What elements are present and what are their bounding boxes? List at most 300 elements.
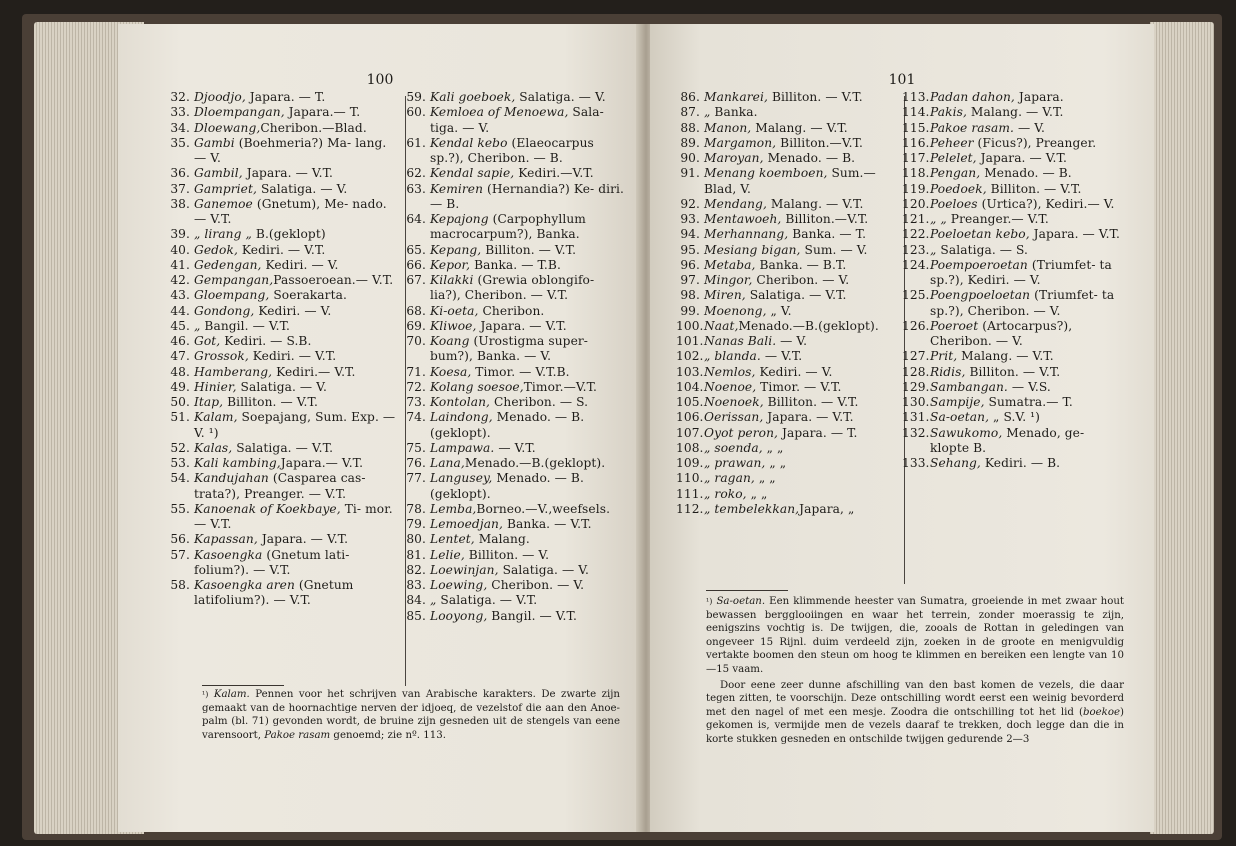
footnote-rule xyxy=(706,590,788,591)
entry-details: Kediri. — B. xyxy=(980,456,1061,470)
entry-number: 70. xyxy=(406,334,426,348)
entry-number: 95. xyxy=(680,242,700,257)
entry-name: Kali goeboek, xyxy=(430,90,516,104)
list-item xyxy=(166,304,398,319)
entry-number: 58. xyxy=(170,578,190,592)
entry-name: Kemloea of Menoewa, xyxy=(430,105,569,120)
entry-name: Koang xyxy=(430,334,470,348)
list-item xyxy=(902,197,1124,212)
entry-name: Kanoenak of Koekbaye, xyxy=(194,501,341,516)
entry-details: Salatiga. — V. xyxy=(498,562,589,577)
entry-details: Salatiga. — V.T. xyxy=(436,593,538,608)
entry-name: Padan dahon, xyxy=(930,90,1015,104)
left-page-column-2 xyxy=(402,90,626,624)
list-item xyxy=(402,578,626,593)
entry-details: Banka. — B.T. xyxy=(755,257,847,272)
entry-number: 36. xyxy=(170,166,190,181)
entry-name: Kliwoe, xyxy=(430,318,477,333)
entry-name: Peheer xyxy=(930,135,974,150)
entry-details: Sala- tiga. — V. xyxy=(430,105,604,135)
entry-name: Lentet, xyxy=(430,532,475,547)
entry-number: 54. xyxy=(170,471,190,486)
list-item xyxy=(166,288,398,303)
list-item xyxy=(902,166,1124,181)
entry-details: Malang. xyxy=(474,532,530,547)
entry-number: 75. xyxy=(406,440,426,455)
list-item xyxy=(402,304,626,319)
list-item xyxy=(676,410,900,425)
list-item xyxy=(402,365,626,380)
list-item xyxy=(902,243,1124,258)
entry-number: 118. xyxy=(902,166,930,181)
right-page-column-2 xyxy=(902,90,1124,471)
entry-number: 94. xyxy=(680,227,700,242)
entry-name: Kendal sapie, xyxy=(430,166,515,181)
entry-name: Lana, xyxy=(430,456,465,470)
entry-number: 38. xyxy=(170,196,190,211)
entry-name: Laindong, xyxy=(430,410,493,425)
entry-details: Billiton.—V.T. xyxy=(781,212,869,226)
entry-details: (Hernandia?) Ke- diri. — B. xyxy=(430,181,625,211)
entry-name: Miren, xyxy=(704,288,746,303)
footnote-text: Een klimmende heester van Sumatra, groeiende in met zwaar hout bewassen bergglooiingen en waar het terrein, zonder moerassig te zijn, eenigszins vochtig is. De twijgen, die, zooals de Rottan in geledingen van ongeveer 15 Rijnl. duim verdeeld zijn, zoeken in de groote en menigvuldig vertakte boomen den steun om hoog te klimmen en bereiken een lengte van 10—15 vaam. xyxy=(706,596,1124,675)
entry-details: (Grewia oblongifo- lia?), Cheribon. — V.T. xyxy=(430,273,595,303)
entry-number: 131. xyxy=(902,410,930,425)
entry-number: 32. xyxy=(170,90,190,104)
entry-name: Kapassan, xyxy=(194,532,258,547)
entry-name: Kemiren xyxy=(430,181,484,196)
entry-details: — V.T. xyxy=(494,440,536,455)
entry-number: 56. xyxy=(170,532,190,547)
list-item xyxy=(166,136,398,167)
entry-name: Kandujahan xyxy=(194,471,269,486)
list-item xyxy=(402,441,626,456)
entry-name: „ blanda. xyxy=(704,349,761,364)
entry-number: 40. xyxy=(170,242,190,257)
entry-details: (Urtica?), Kediri.— V. xyxy=(977,196,1115,211)
entry-number: 130. xyxy=(902,395,930,409)
entry-number: 44. xyxy=(170,303,190,318)
entry-number: 113. xyxy=(902,90,930,104)
entry-details: Billiton. — V.T. xyxy=(986,181,1082,196)
footnote-text: Pennen voor het schrijven van Arabische karakters. De zwarte zijn gemaakt van de hoornachtige nerven der idjoeq, de vezelstof die aan den Anoe-palm (bl. 71) gevonden wordt, de bruine zijn gesneden uit de stengels van eene varensoort, xyxy=(202,689,620,741)
list-item xyxy=(676,365,900,380)
entry-details: Salatiga. — V.T. xyxy=(745,288,847,303)
entry-number: 90. xyxy=(680,151,700,165)
entry-details: Billiton. — V.T. xyxy=(223,395,318,409)
entry-name: Manon, xyxy=(704,120,752,135)
entry-number: 127. xyxy=(902,349,930,364)
entry-details: Kediri.— V.T. xyxy=(272,364,356,379)
list-item xyxy=(902,426,1124,457)
entry-number: 81. xyxy=(406,547,426,562)
entry-name: Kilakki xyxy=(430,273,474,287)
list-item xyxy=(902,349,1124,364)
entry-number: 89. xyxy=(680,135,700,150)
entry-details: Billiton. — V.T. xyxy=(965,364,1061,379)
entry-details: Bangil. — V.T. xyxy=(200,318,291,333)
list-item xyxy=(402,334,626,365)
list-item xyxy=(402,548,626,563)
entry-name: Sa-oetan, xyxy=(930,410,990,425)
entry-number: 80. xyxy=(406,532,426,547)
list-item xyxy=(166,365,398,380)
list-item xyxy=(902,380,1124,395)
list-item xyxy=(676,349,900,364)
entry-details: Kediri. — V.T. xyxy=(237,242,326,257)
list-item xyxy=(902,410,1124,425)
list-item xyxy=(166,532,398,547)
list-item xyxy=(166,90,398,105)
entry-details: (Gnetum latifolium?). — V.T. xyxy=(194,578,354,608)
entry-name: Mentawoeh, xyxy=(704,212,782,226)
entry-details: (Urostigma super- bum?), Banka. — V. xyxy=(430,334,589,364)
list-item xyxy=(402,90,626,105)
entry-details: Billiton. — V.T. xyxy=(481,242,577,257)
entry-details: Sumatra.— T. xyxy=(984,395,1073,409)
entry-details: „ „ xyxy=(765,456,787,470)
entry-number: 126. xyxy=(902,318,930,333)
list-item xyxy=(402,273,626,304)
entry-name: Ridis, xyxy=(930,364,966,379)
list-item xyxy=(402,563,626,578)
entry-number: 103. xyxy=(676,364,704,379)
list-item xyxy=(902,227,1124,242)
entry-name: „ tembelekkan, xyxy=(704,501,800,516)
entry-number: 50. xyxy=(170,395,190,409)
entry-name: Koesa, xyxy=(430,364,472,379)
entry-details: „ V. xyxy=(766,303,792,318)
footnote-term: Sa-oetan. xyxy=(716,596,766,607)
entry-name: Gampriet, xyxy=(194,181,257,196)
list-item xyxy=(676,121,900,136)
entry-details: Japara. — V.T. xyxy=(976,151,1067,165)
entry-number: 59. xyxy=(406,90,426,104)
entry-number: 92. xyxy=(680,196,700,211)
list-item xyxy=(166,166,398,181)
entry-name: Poedoek, xyxy=(930,181,987,196)
entry-number: 67. xyxy=(406,273,426,287)
entry-details: Banka. — T.B. xyxy=(470,257,561,272)
footnote-right xyxy=(706,595,1124,747)
entry-name: Sambangan. xyxy=(930,379,1008,394)
entry-number: 61. xyxy=(406,135,426,150)
entry-number: 93. xyxy=(680,212,700,226)
entry-details: Bangil. — V.T. xyxy=(487,608,577,623)
entry-name: Kolang soesoe, xyxy=(430,379,524,394)
entry-details: Passoeroean.— V.T. xyxy=(273,273,394,287)
entry-number: 132. xyxy=(902,425,930,440)
entry-details: „ „ xyxy=(754,471,776,486)
entry-name: Dloempangan, xyxy=(194,105,285,120)
list-item xyxy=(902,365,1124,380)
entry-name: Nanas Bali. xyxy=(704,334,777,348)
entry-details: (Triumfet- ta sp.?), Kediri. — V. xyxy=(930,257,1112,287)
entry-details: Kediri. — V. xyxy=(261,257,339,272)
entry-name: Ganemoe xyxy=(194,196,253,211)
entry-name: Poengpoeloetan xyxy=(930,288,1031,303)
list-item xyxy=(166,243,398,258)
entry-details: (Boehmeria?) Ma- lang. — V. xyxy=(194,135,387,165)
list-item xyxy=(902,182,1124,197)
left-page xyxy=(118,24,642,832)
entry-name: Kasoengka xyxy=(194,547,263,562)
list-item xyxy=(402,136,626,167)
entry-name: Lemba, xyxy=(430,501,477,516)
entry-name: Sawukomo, xyxy=(930,425,1003,440)
entry-details: Menado. — B. xyxy=(763,151,856,165)
entry-details: (Triumfet- ta sp.?), Cheribon. — V. xyxy=(930,288,1115,318)
list-item xyxy=(402,105,626,136)
list-item xyxy=(676,456,900,471)
list-item xyxy=(402,166,626,181)
entry-details: Cheribon. xyxy=(478,303,545,318)
entry-number: 39. xyxy=(170,227,190,242)
entry-name: „ lirang „ xyxy=(194,227,252,242)
entry-name: Hamberang, xyxy=(194,364,273,379)
entry-details: „ „ xyxy=(746,486,768,501)
entry-number: 119. xyxy=(902,181,930,196)
entry-name: Looyong, xyxy=(430,608,488,623)
entry-name: „ xyxy=(194,318,201,333)
entry-name: Poeloetan kebo, xyxy=(930,227,1030,242)
entry-details: Cheribon.—Blad. xyxy=(260,120,367,135)
entry-number: 85. xyxy=(406,608,426,623)
entry-name: Oyot peron, xyxy=(704,425,778,440)
entry-name: Kali kambing, xyxy=(194,456,281,470)
entry-details: Banka. — V.T. xyxy=(502,517,592,531)
entry-number: 108. xyxy=(676,440,704,455)
entry-number: 124. xyxy=(902,257,930,272)
entry-details: Menado, ge- klopte B. xyxy=(930,425,1085,455)
entry-name: Pakis, xyxy=(930,105,967,120)
entry-details: Timor. — V.T. xyxy=(756,379,842,394)
list-item xyxy=(902,319,1124,350)
list-item xyxy=(166,334,398,349)
entry-details: Sum.— Blad, V. xyxy=(704,166,876,196)
entry-name: Nemlos, xyxy=(704,364,756,379)
footnote-mark: ¹) xyxy=(202,690,209,699)
list-item xyxy=(902,258,1124,289)
entry-number: 128. xyxy=(902,364,930,379)
entry-details: „ „ xyxy=(762,440,784,455)
entry-details: Borneo.—V.,weefsels. xyxy=(476,501,611,516)
entry-details: Kediri.—V.T. xyxy=(514,166,594,181)
entry-number: 104. xyxy=(676,379,704,394)
entry-name: „ ragan, xyxy=(704,471,755,486)
entry-number: 101. xyxy=(676,334,704,348)
entry-number: 83. xyxy=(406,578,426,592)
entry-number: 41. xyxy=(170,257,190,272)
footnote-left xyxy=(202,688,620,742)
entry-number: 77. xyxy=(406,471,426,486)
list-item xyxy=(166,380,398,395)
list-item xyxy=(402,243,626,258)
entry-name: Mankarei, xyxy=(704,90,768,104)
list-item xyxy=(676,258,900,273)
entry-number: 65. xyxy=(406,242,426,257)
entry-name: Hinier, xyxy=(194,379,237,394)
entry-name: „ roko, xyxy=(704,486,747,501)
list-item xyxy=(676,166,900,197)
entry-name: Itap, xyxy=(194,395,224,409)
entry-name: Gambi xyxy=(194,135,235,150)
entry-number: 98. xyxy=(680,288,700,303)
entry-details: Soerakarta. xyxy=(269,288,347,303)
entry-name: Sampije, xyxy=(930,395,985,409)
entry-number: 35. xyxy=(170,135,190,150)
entry-name: Gempangan, xyxy=(194,273,274,287)
entry-details: Billiton. — V.T. xyxy=(763,395,859,409)
entry-details: Menado.—B.(geklopt). xyxy=(464,456,606,470)
list-item xyxy=(402,212,626,243)
list-item xyxy=(676,319,900,334)
entry-details: Kediri. — V. xyxy=(254,303,332,318)
list-item xyxy=(166,395,398,410)
entry-details: Salatiga. — S. xyxy=(936,242,1029,257)
entry-number: 102. xyxy=(676,349,704,364)
list-item xyxy=(402,532,626,547)
list-item xyxy=(676,426,900,441)
entry-details: Kediri. — V.T. xyxy=(248,349,337,364)
entry-name: Ki-oeta, xyxy=(430,303,479,318)
entry-name: Prit, xyxy=(930,349,958,364)
entry-number: 97. xyxy=(680,273,700,287)
entry-details: Menado. — B. (geklopt). xyxy=(430,410,585,440)
entry-number: 91. xyxy=(680,166,700,181)
entry-name: „ xyxy=(930,242,937,257)
entry-name: Merhannang, xyxy=(704,227,789,242)
entry-number: 122. xyxy=(902,227,930,242)
list-item xyxy=(902,121,1124,136)
entry-number: 116. xyxy=(902,135,930,150)
entry-number: 42. xyxy=(170,273,190,287)
entry-name: Kendal kebo xyxy=(430,135,508,150)
entry-details: — V. xyxy=(776,334,808,348)
entry-number: 96. xyxy=(680,257,700,272)
entry-name: Loewinjan, xyxy=(430,562,499,577)
entry-details: (Gnetum lati- folium?). — V.T. xyxy=(194,547,350,577)
entry-details: Timor. — V.T.B. xyxy=(471,364,570,379)
entry-details: — V.T. xyxy=(760,349,803,364)
entry-details: Malang. — V.T. xyxy=(957,349,1054,364)
footnote-para2-b: ) gekomen is, vermijde men de vezels daaraf te trekken, doch legge dan die in korte stukken gesneden en ontschilde twijgen gedurende 2—3 xyxy=(706,706,1124,745)
entry-details: Japara. — V.T. xyxy=(1029,227,1120,242)
entry-name: „ „ xyxy=(930,212,947,226)
list-item xyxy=(402,593,626,608)
entry-number: 74. xyxy=(406,410,426,425)
list-item xyxy=(676,243,900,258)
entry-name: Dloewang, xyxy=(194,120,261,135)
list-item xyxy=(166,349,398,364)
entry-number: 111. xyxy=(676,486,704,501)
entry-details: — V. xyxy=(1013,120,1045,135)
list-item xyxy=(676,487,900,502)
entry-number: 120. xyxy=(902,196,930,211)
entry-number: 43. xyxy=(170,288,190,303)
footnote-para2-a: Door eene zeer dunne afschilling van den bast komen de vezels, die daar tegen zitten, te voorschijn. Deze ontschilling wordt eerst een weinig bevorderd met den nagel of met een mesje. Zoodra die ontschilling tot het lid ( xyxy=(706,679,1124,718)
entry-name: Mesiang bigan, xyxy=(704,242,801,257)
list-item xyxy=(676,441,900,456)
entry-details: Menado. — B. xyxy=(980,166,1072,181)
entry-name: „ xyxy=(430,593,437,608)
list-item xyxy=(166,105,398,120)
entry-details: Salatiga. — V.T. xyxy=(232,440,334,455)
list-item xyxy=(676,471,900,486)
list-item xyxy=(166,410,398,441)
list-item xyxy=(166,578,398,609)
list-item xyxy=(676,197,900,212)
entry-name: Kalas, xyxy=(194,440,233,455)
entry-details: „ S.V. ¹) xyxy=(989,410,1040,425)
entry-number: 78. xyxy=(406,501,426,516)
entry-details: Japara.— T. xyxy=(284,105,361,120)
entry-number: 53. xyxy=(170,456,190,470)
entry-name: Gloempang, xyxy=(194,288,270,303)
entry-name: Kasoengka aren xyxy=(194,578,295,592)
entry-name: Kepajong xyxy=(430,212,489,226)
list-item xyxy=(676,212,900,227)
entry-details: Timor.—V.T. xyxy=(523,379,598,394)
list-item xyxy=(676,304,900,319)
list-item xyxy=(902,105,1124,120)
entry-name: Maroyan, xyxy=(704,151,764,165)
entry-name: Poeloes xyxy=(930,196,978,211)
list-item xyxy=(166,456,398,471)
entry-number: 121. xyxy=(902,212,930,226)
footnote-text-2: genoemd; zie nº. 113. xyxy=(330,729,446,741)
entry-number: 62. xyxy=(406,166,426,181)
right-page xyxy=(650,24,1154,832)
list-item xyxy=(166,441,398,456)
entry-details: Japara.— V.T. xyxy=(280,456,364,470)
entry-details: Billiton.—V.T. xyxy=(776,135,863,150)
entry-number: 107. xyxy=(676,425,704,440)
entry-number: 73. xyxy=(406,395,426,409)
entry-name: Pelelet, xyxy=(930,151,977,165)
entry-details: (Gnetum), Me- nado. — V.T. xyxy=(194,196,387,226)
entry-details: Japara. — V.T. xyxy=(476,318,567,333)
entry-number: 106. xyxy=(676,410,704,425)
list-item xyxy=(402,380,626,395)
list-item xyxy=(902,456,1124,471)
entry-details: Billiton. — V.T. xyxy=(767,90,863,104)
list-item xyxy=(166,121,398,136)
entry-number: 46. xyxy=(170,334,190,348)
entry-name: Gedengan, xyxy=(194,257,262,272)
entry-details: Japara. — V.T. xyxy=(242,166,333,181)
entry-details: Soepajang, Sum. Exp. — V. ¹) xyxy=(194,410,396,440)
entry-name: Kepang, xyxy=(430,242,482,257)
entry-number: 68. xyxy=(406,303,426,318)
entry-number: 87. xyxy=(680,105,700,120)
entry-number: 99. xyxy=(680,303,700,318)
list-item xyxy=(166,227,398,242)
entry-name: Mendang, xyxy=(704,196,767,211)
entry-name: Moenong, xyxy=(704,303,767,318)
list-item xyxy=(166,273,398,288)
entry-name: Gondong, xyxy=(194,303,255,318)
entry-name: Margamon, xyxy=(704,135,777,150)
entry-number: 60. xyxy=(406,105,426,120)
entry-name: Lampawa. xyxy=(430,440,495,455)
entry-number: 133. xyxy=(902,456,930,470)
list-item xyxy=(676,380,900,395)
entry-number: 86. xyxy=(680,90,700,104)
list-item xyxy=(676,151,900,166)
entry-number: 79. xyxy=(406,517,426,531)
left-page-column-1 xyxy=(166,90,398,609)
